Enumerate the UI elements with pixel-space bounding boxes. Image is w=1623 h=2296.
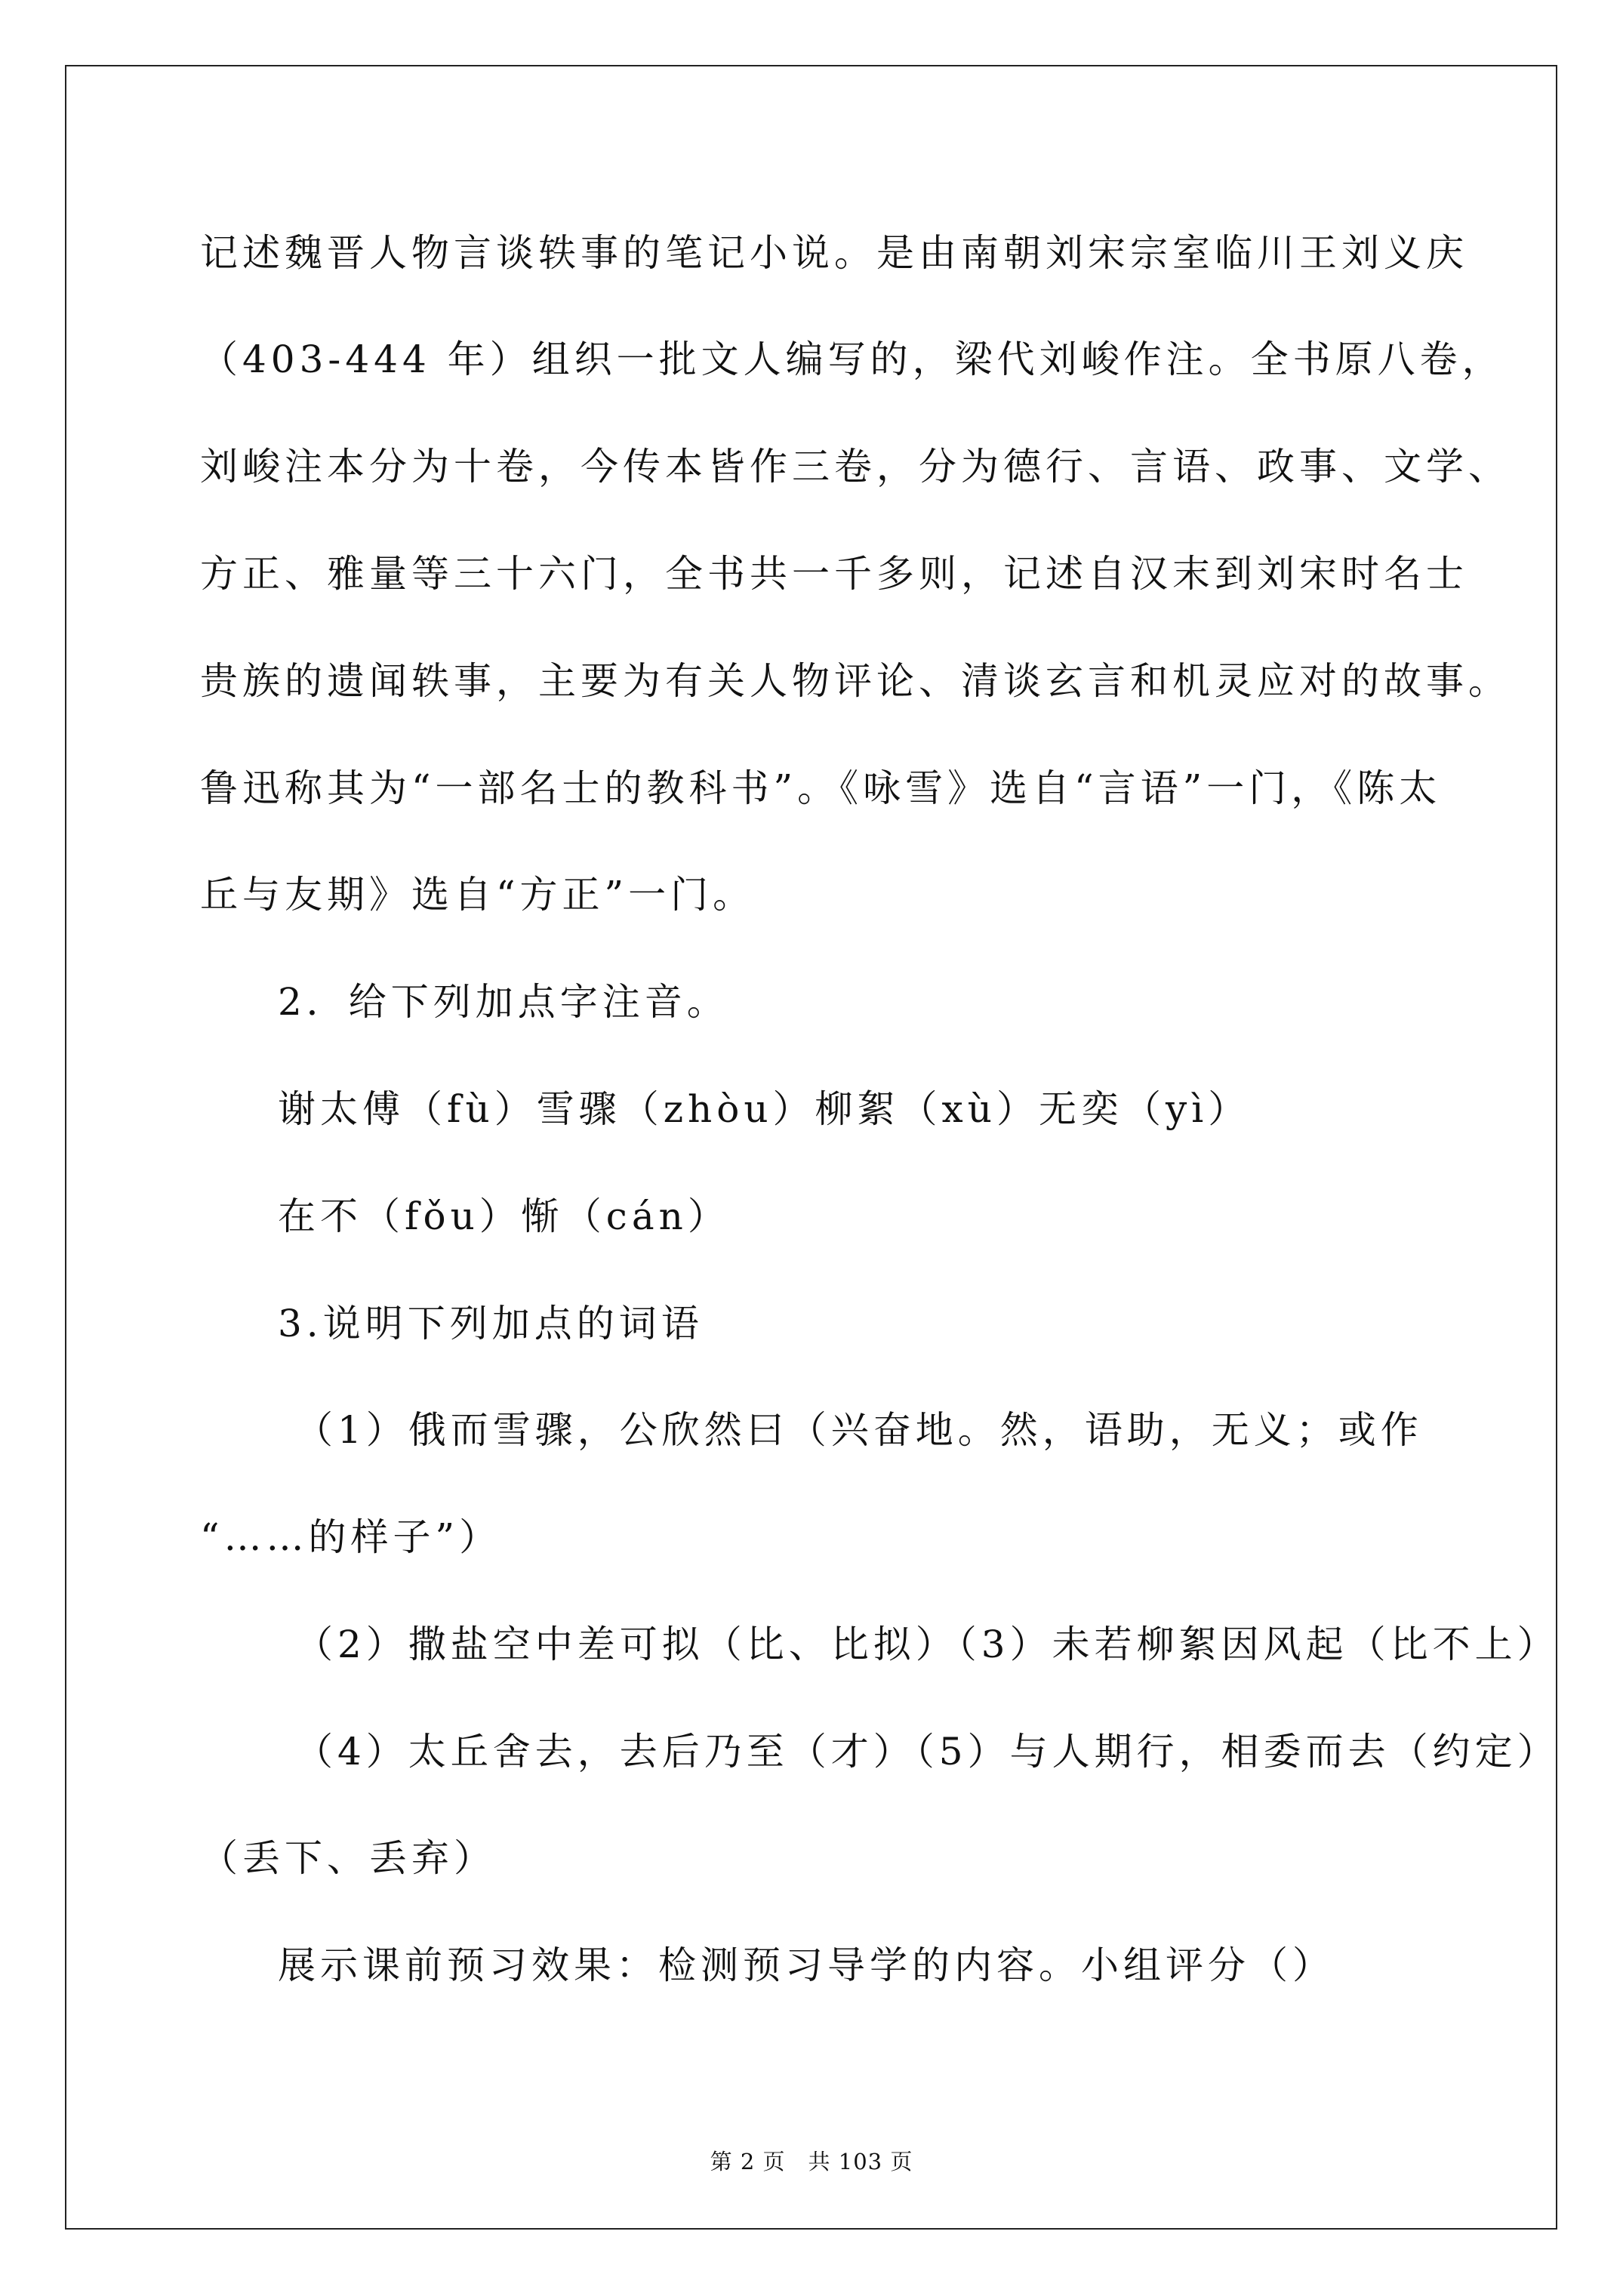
answer-line-1-cont: “……的样子”） xyxy=(200,1515,502,1559)
question-2-heading: 2．给下列加点字注音。 xyxy=(278,980,729,1024)
pinyin-line-1: 谢太傅（fù）雪骤（zhòu）柳絮（xù）无奕（yì） xyxy=(278,1087,1251,1131)
text-line-5: 贵族的遗闻轶事，主要为有关人物评论、清谈玄言和机灵应对的故事。 xyxy=(200,659,1511,703)
text-line-7: 丘与友期》选自“方正”一门。 xyxy=(200,873,756,917)
text-line-4: 方正、雅量等三十六门，全书共一千多则，记述自汉末到刘宋时名士 xyxy=(200,552,1468,596)
preview-line: 展示课前预习效果：检测预习导学的内容。小组评分（） xyxy=(278,1943,1335,1987)
answer-line-3-cont: （丢下、丢弃） xyxy=(200,1836,496,1880)
text-line-6: 鲁迅称其为“一部名士的教科书”。《咏雪》选自“言语”一门，《陈太 xyxy=(200,766,1442,810)
text-line-1: 记述魏晋人物言谈轶事的笔记小说。是由南朝刘宋宗室临川王刘义庆 xyxy=(200,231,1468,275)
page-number: 第 2 页 共 103 页 xyxy=(710,2149,913,2174)
answer-line-1: （1）俄而雪骤，公欣然曰（兴奋地。然，语助，无义；或作 xyxy=(295,1408,1423,1452)
answer-line-2: （2）撒盐空中差可拟（比、比拟）（3）未若柳絮因风起（比不上） xyxy=(295,1623,1560,1666)
page-border xyxy=(65,65,1557,2230)
text-line-3: 刘峻注本分为十卷，今传本皆作三卷，分为德行、言语、政事、文学、 xyxy=(200,445,1511,488)
answer-line-3: （4）太丘舍去，去后乃至（才）（5）与人期行，相委而去（约定） xyxy=(295,1730,1560,1774)
text-line-2: （403-444 年）组织一批文人编写的，梁代刘峻作注。全书原八卷， xyxy=(200,337,1504,381)
pinyin-line-2: 在不（fǒu）惭（cán） xyxy=(278,1194,730,1238)
question-3-heading: 3.说明下列加点的词语 xyxy=(278,1302,704,1345)
